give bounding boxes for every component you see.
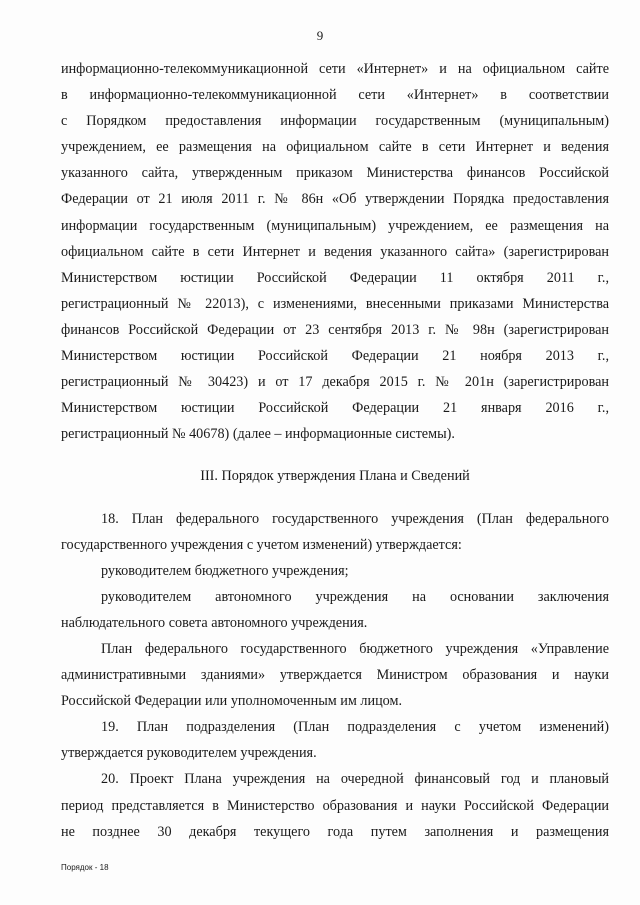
text-line: 20. Проект Плана учреждения на очередной финансовый год и плановый [101, 771, 609, 788]
paragraph-20 [61, 766, 609, 844]
section-heading: III. Порядок утверждения Плана и Сведений [200, 468, 470, 485]
text-line: не позднее 30 декабря текущего года путем заполнения и размещения [61, 823, 609, 840]
paragraph-18-item-budget [61, 558, 609, 584]
text-line: в информационно-телекоммуникационной сети «Интернет» в соответствии [61, 87, 609, 104]
text-line: Российской Федерации или уполномоченным им лицом. [61, 693, 403, 710]
text-line: наблюдательного совета автономного учреждения. [61, 614, 368, 631]
text-line: 18. План федерального государственного учреждения (План федерального [101, 510, 609, 527]
text-line: План федерального государственного бюджетного учреждения «Управление [101, 640, 609, 657]
text-line: указанного сайта, утвержденным приказом Министерства финансов Российской [61, 165, 609, 182]
text-line: информации государственным (муниципальным) учреждением, ее размещения на [61, 217, 609, 234]
text-line: Министерством юстиции Российской Федерации 21 января 2016 г., [61, 400, 609, 417]
text-line: регистрационный № 40678) (далее – информационные системы). [61, 426, 455, 443]
text-line: руководителем бюджетного учреждения; [101, 562, 349, 579]
text-line: Министерством юстиции Российской Федерации 21 ноября 2013 г., [61, 348, 609, 365]
text-line: 19. План подразделения (План подразделения с учетом изменений) [101, 719, 609, 736]
text-line: регистрационный № 22013), с изменениями, внесенными приказами Министерства [61, 295, 609, 312]
page-number: 9 [316, 28, 324, 43]
text-line: государственного учреждения с учетом изменений) утверждается: [61, 536, 462, 553]
paragraph-18 [61, 506, 609, 558]
text-line: период представляется в Министерство образования и науки Российской Федерации [61, 797, 609, 814]
text-line: информационно-телекоммуникационной сети «Интернет» и на официальном сайте [61, 61, 609, 77]
text-line: регистрационный № 30423) и от 17 декабря 2015 г. № 201н (зарегистрирован [61, 374, 609, 391]
text-line: Министерством юстиции Российской Федерации 11 октября 2011 г., [61, 269, 609, 286]
footer-label: Порядок - 18 [61, 863, 109, 872]
paragraph-18-item-autonomous [61, 584, 609, 636]
text-line: утверждается руководителем учреждения. [61, 745, 317, 762]
text-line: учреждением, ее размещения на официальном сайте в сети Интернет и ведения [61, 139, 609, 156]
text-line: Федерации от 21 июля 2011 г. № 86н «Об утверждении Порядка предоставления [61, 191, 609, 208]
text-line: официальном сайте в сети Интернет и ведения указанного сайта» (зарегистрирован [61, 243, 609, 260]
paragraph-information-systems [61, 56, 609, 447]
paragraph-18-plan [61, 636, 609, 714]
document-body [61, 56, 609, 845]
text-line: руководителем автономного учреждения на основании заключения [101, 588, 609, 605]
text-line: с Порядком предоставления информации государственным (муниципальным) [61, 113, 609, 130]
paragraph-19 [61, 714, 609, 766]
text-line: административными зданиями» утверждается Министром образования и науки [61, 667, 609, 684]
text-line: финансов Российской Федерации от 23 сентября 2013 г. № 98н (зарегистрирован [61, 321, 609, 338]
